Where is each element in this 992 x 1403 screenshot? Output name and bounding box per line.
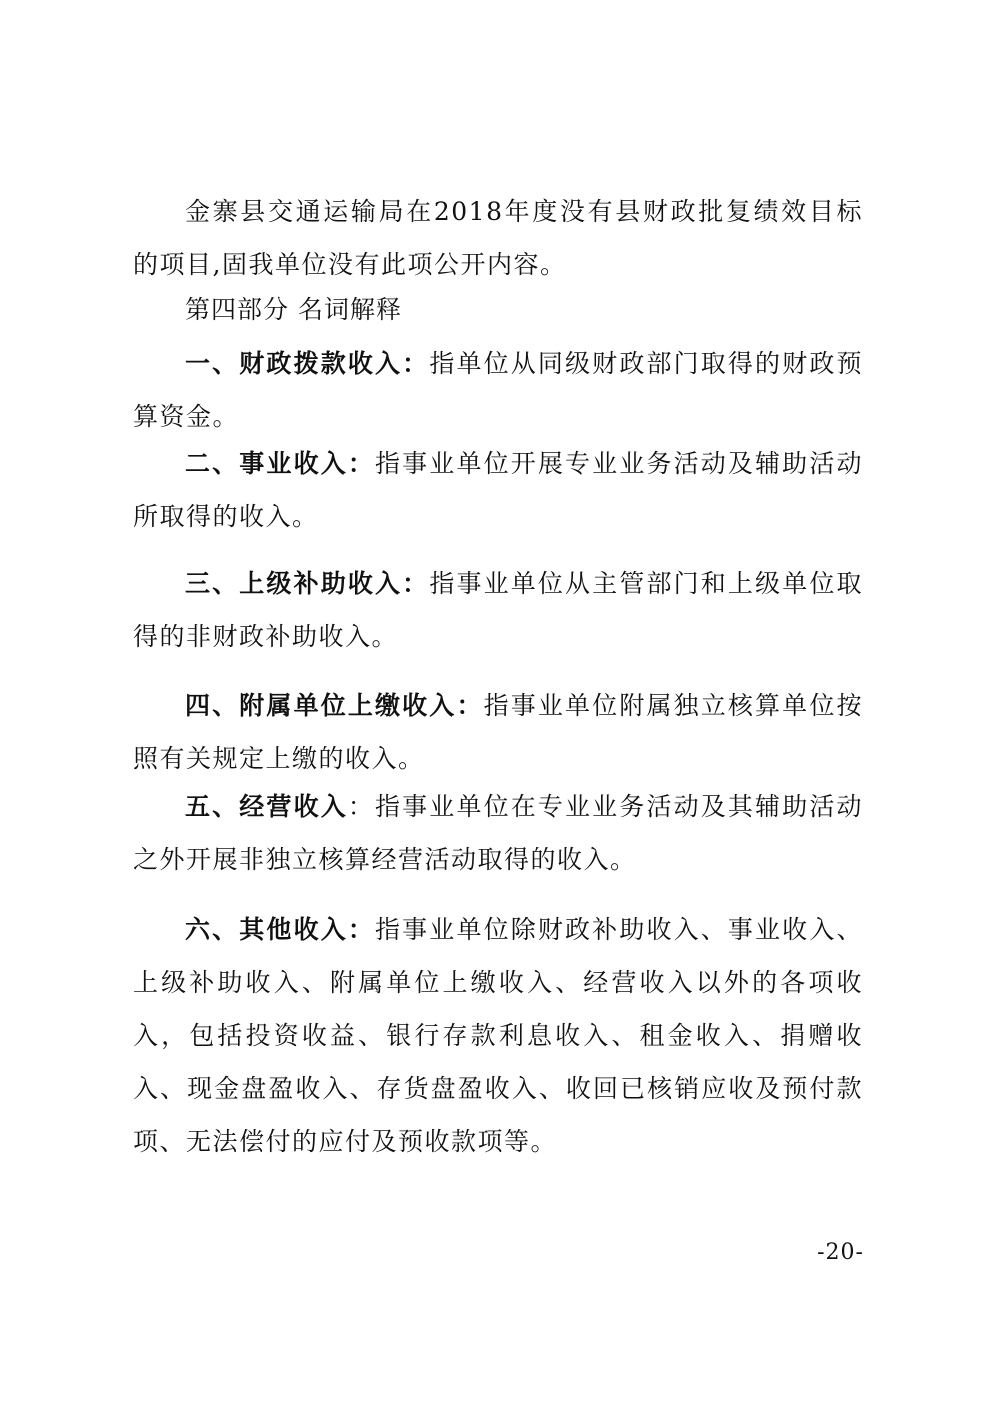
page-number: -20- [817,1240,864,1265]
definition-text: 指事业单位开展专业业务活动及辅助活动所取得的收入。 [133,449,863,531]
definition-term: 二、事业收入： [185,449,376,478]
definition-paragraph-3 [133,557,863,663]
definition-paragraph-2 [133,437,863,543]
definition-term: 三、上级补助收入： [185,569,430,598]
definition-term: 四、附属单位上缴收入： [185,691,484,720]
definition-text: 指事业单位从主管部门和上级单位取得的非财政补助收入。 [133,569,863,651]
definition-paragraph-4 [133,679,863,785]
intro-paragraph [133,185,863,291]
definition-term: 五、经营收入 [185,792,348,821]
definition-term: 一、财政拨款收入： [185,349,430,378]
definition-paragraph-1 [133,337,863,443]
definition-text: 指单位从同级财政部门取得的财政预算资金。 [133,349,863,431]
definition-term: 六、其他收入： [185,915,376,944]
section-heading: 第四部分 名词解释 [185,295,402,324]
intro-text: 金寨县交通运输局在2018年度没有县财政批复绩效目标的项目,固我单位没有此项公开内容。 [133,197,863,279]
definition-paragraph-6 [133,903,863,1168]
definition-paragraph-5 [133,780,863,886]
definition-text: ：指事业单位在专业业务活动及其辅助活动之外开展非独立核算经营活动取得的收入。 [133,792,863,874]
definition-text: 指事业单位除财政补助收入、事业收入、上级补助收入、附属单位上缴收入、经营收入以外的各项收入，包括投资收益、银行存款利息收入、租金收入、捐赠收入、现金盘盈收入、存货盘盈收入、收回已核销应收及预付款项、无法偿付的应付及预收款项等。 [133,915,863,1156]
definition-text: 指事业单位附属独立核算单位按照有关规定上缴的收入。 [133,691,863,773]
